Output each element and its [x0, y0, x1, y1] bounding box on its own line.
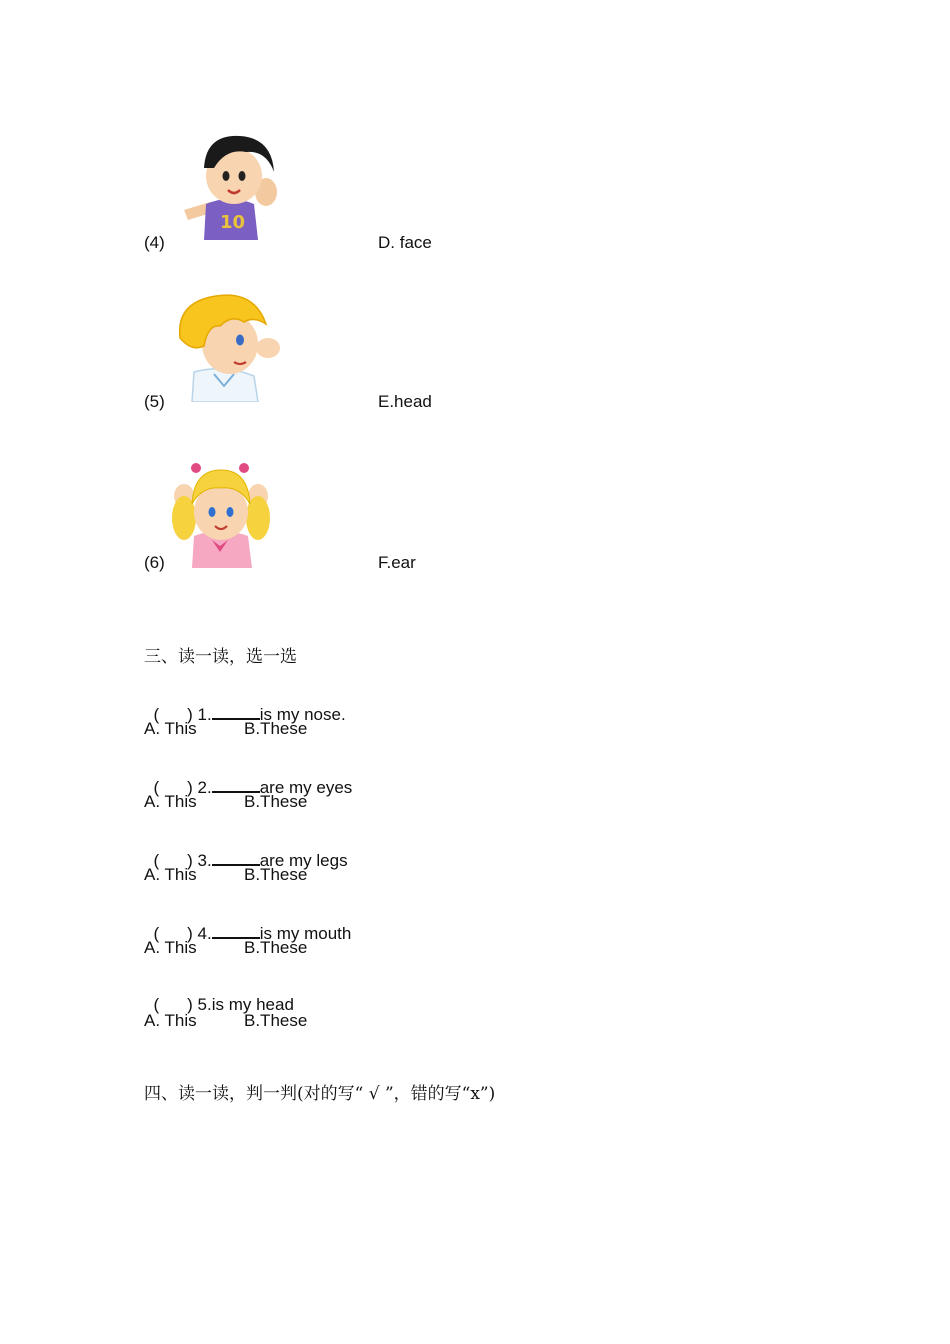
option-b: B.These	[244, 719, 308, 738]
answer-paren-open: (	[153, 851, 160, 870]
answer-paren-close: )	[187, 851, 193, 870]
option-b: B.These	[244, 1011, 308, 1030]
question-number: 3.	[197, 851, 212, 870]
item-number-4: (4)	[144, 233, 165, 252]
question-text: is my nose.	[259, 705, 346, 724]
question-5	[144, 975, 294, 1015]
option-a: A. This	[144, 792, 197, 811]
answer-option-f: F.ear	[378, 553, 416, 572]
option-b: B.These	[244, 865, 308, 884]
item-number-5: (5)	[144, 392, 165, 411]
question-text: are my legs	[259, 851, 348, 870]
answer-paren-open: (	[153, 778, 160, 797]
boy-touching-ear-picture	[180, 128, 285, 243]
answer-paren-close: )	[187, 778, 193, 797]
section-3-heading: 三、读一读，选一选	[144, 647, 297, 667]
option-a: A. This	[144, 719, 197, 738]
option-a: A. This	[144, 865, 197, 884]
answer-option-d: D. face	[378, 233, 432, 252]
fill-blank[interactable]	[212, 776, 260, 793]
option-b: B.These	[244, 792, 308, 811]
answer-paren-close: )	[187, 995, 193, 1014]
fill-blank[interactable]	[212, 703, 260, 720]
answer-paren-close: )	[187, 705, 193, 724]
question-number: 5.	[197, 995, 212, 1014]
question-number: 1.	[197, 705, 212, 724]
question-text: is my head	[211, 995, 294, 1014]
answer-paren-open: (	[153, 995, 160, 1014]
item-number-6: (6)	[144, 553, 165, 572]
option-a: A. This	[144, 1011, 197, 1030]
question-number: 2.	[197, 778, 212, 797]
question-number: 4.	[197, 924, 212, 943]
svg-text:10: 10	[220, 212, 246, 233]
option-b: B.These	[244, 938, 308, 957]
blond-boy-touching-nose-picture	[174, 290, 284, 402]
fill-blank[interactable]	[212, 849, 260, 866]
question-text: are my eyes	[259, 778, 353, 797]
answer-option-e: E.head	[378, 392, 432, 411]
question-text: is my mouth	[259, 924, 352, 943]
answer-paren-open: (	[153, 705, 160, 724]
fill-blank[interactable]	[212, 922, 260, 939]
answer-paren-close: )	[187, 924, 193, 943]
section-4-heading: 四、读一读，判一判(对的写“ √ ”，错的写“x”)	[144, 1084, 496, 1104]
girl-touching-head-picture	[170, 456, 272, 570]
option-a: A. This	[144, 938, 197, 957]
answer-paren-open: (	[153, 924, 160, 943]
